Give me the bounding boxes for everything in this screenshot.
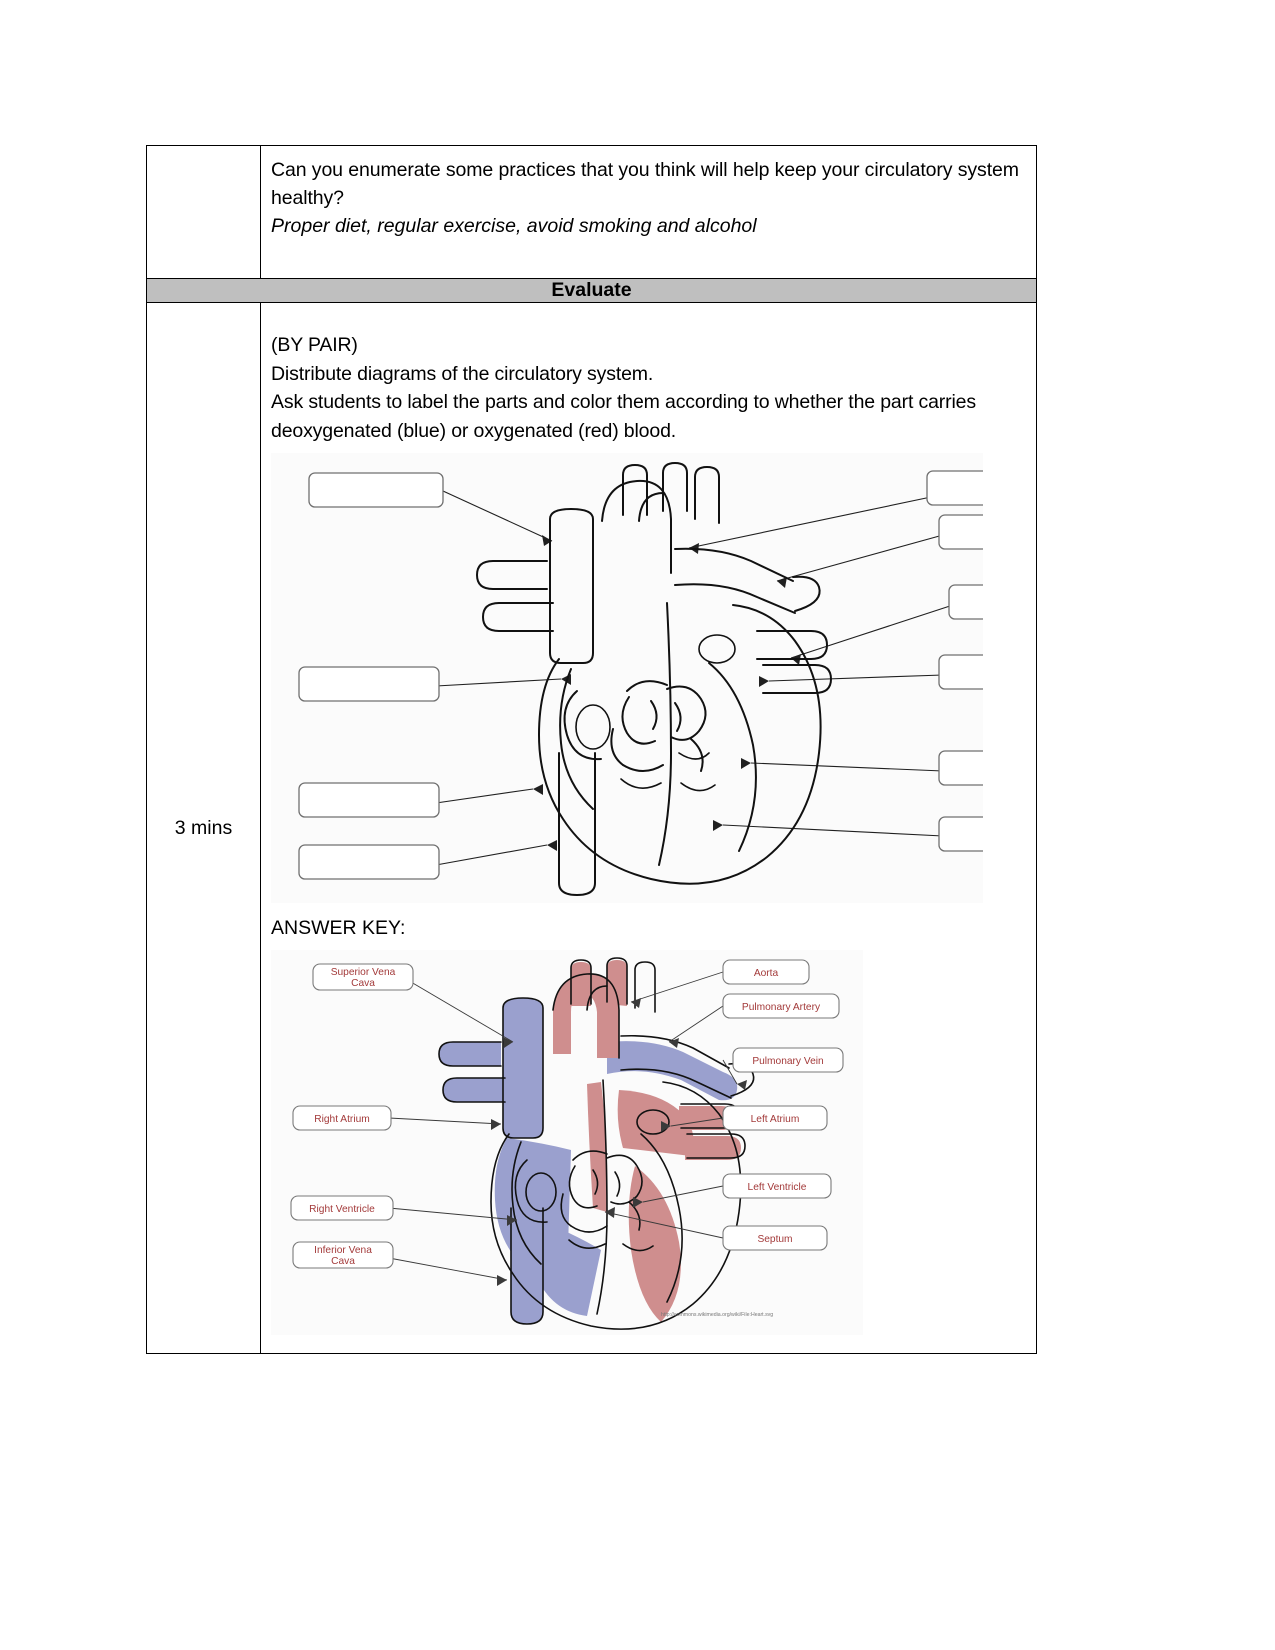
- evaluate-time-cell: 3 mins: [147, 303, 261, 1354]
- label-right-atrium-text: Right Atrium: [314, 1114, 370, 1125]
- question-answer: Proper diet, regular exercise, avoid smoking and alcohol: [271, 215, 757, 237]
- question-body-cell: [261, 146, 1037, 279]
- label-right-ventricle: [291, 1196, 393, 1220]
- table-row-section-band: [147, 279, 1037, 303]
- label-left-ventricle-text: Left Ventricle: [747, 1182, 807, 1193]
- label-left-atrium: [723, 1106, 827, 1130]
- instruction-line-3: Ask students to label the parts and color them according to whether the part carries deoxygenated (blue) or oxygenated (red) blood.: [271, 391, 976, 442]
- instruction-line-2: Distribute diagrams of the circulatory system.: [271, 362, 654, 385]
- label-right-ventricle-text: Right Ventricle: [309, 1204, 375, 1215]
- label-inferior-vena-cava-line1: Inferior Vena: [314, 1245, 372, 1256]
- label-superior-vena-cava: [313, 964, 413, 990]
- label-inferior-vena-cava-line2: Cava: [331, 1256, 355, 1267]
- label-superior-vena-cava-line2: Cava: [351, 978, 375, 989]
- question-prompt: Can you enumerate some practices that you think will help keep your circulatory system healthy?: [271, 159, 1019, 209]
- question-time-cell: [147, 146, 261, 279]
- label-left-ventricle: [723, 1174, 831, 1198]
- label-septum-text: Septum: [757, 1234, 793, 1245]
- label-aorta-text: Aorta: [753, 968, 779, 979]
- evaluate-body-cell: [261, 303, 1037, 1354]
- section-band-evaluate: Evaluate: [147, 279, 1037, 303]
- label-left-atrium-text: Left Atrium: [750, 1114, 800, 1125]
- answer-key-heart-diagram: [271, 950, 863, 1335]
- label-pulmonary-vein-text: Pulmonary Vein: [752, 1056, 824, 1067]
- label-right-atrium: [293, 1106, 391, 1130]
- instruction-line-1: (BY PAIR): [271, 334, 358, 356]
- label-aorta: [723, 960, 809, 984]
- evaluate-instructions: [261, 303, 1036, 447]
- table-row-evaluate: [147, 303, 1037, 1354]
- label-superior-vena-cava-line1: Superior Vena: [330, 967, 396, 978]
- attribution-text: http://commons.wikimedia.org/wiki/File:Heart.svg: [661, 1312, 774, 1318]
- label-pulmonary-artery: [723, 994, 839, 1018]
- label-pulmonary-artery-text: Pulmonary Artery: [741, 1002, 821, 1013]
- blank-heart-diagram: [271, 453, 983, 903]
- table-row-question: [147, 146, 1037, 279]
- label-septum: [723, 1226, 827, 1250]
- label-pulmonary-vein: [733, 1048, 843, 1072]
- answer-key-heading: ANSWER KEY:: [271, 917, 406, 939]
- label-inferior-vena-cava: [293, 1242, 393, 1268]
- lesson-plan-table: [146, 145, 1037, 1354]
